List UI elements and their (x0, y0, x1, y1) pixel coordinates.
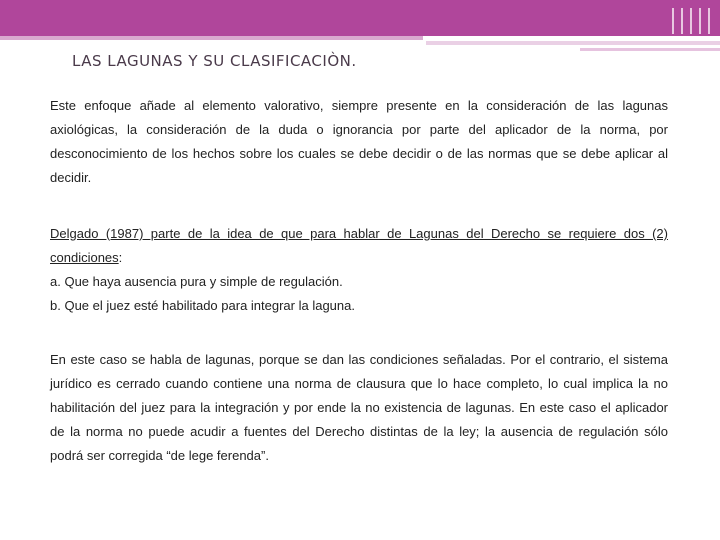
paragraph-2-colon: : (118, 250, 123, 265)
slide-title: LAS LAGUNAS Y SU CLASIFICACIÒN. (72, 52, 357, 70)
header-stripe (690, 8, 692, 34)
header-stripe (681, 8, 683, 34)
header-band (0, 0, 720, 36)
header-stripe (672, 8, 674, 34)
paragraph-3: En este caso se habla de lagunas, porque se dan las condiciones señaladas. Por el contrario, el sistema jurídico es cerrado cuando contiene una norma de clausura que lo hace completo, lo cual implica la no habilitación del juez para la integración y por ende la no existencia de lagunas. En este caso el aplicador de la norma no puede acudir a fuentes del Derecho distintas de la ley; la ausencia de regulación sólo podrá ser corregida “de lege ferenda”. (50, 352, 668, 463)
list-item-a: a. Que haya ausencia pura y simple de regulación. (50, 274, 343, 289)
header-rule (426, 41, 720, 45)
paragraph-2 (50, 222, 668, 318)
header-stripe (699, 8, 701, 34)
header-stripe (708, 8, 710, 34)
paragraph-2-underlined: Delgado (1987) parte de la idea de que para hablar de Lagunas del Derecho se requiere dos (2) condiciones (50, 226, 668, 265)
paragraph-1: Este enfoque añade al elemento valorativo, siempre presente en la consideración de las lagunas axiológicas, la consideración de la duda o ignorancia por parte del aplicador de la norma, por desconocimiento de los hechos sobre los cuales se debe decidir o de las normas que se debe aplicar al decidir. (50, 98, 668, 185)
list-item-b: b. Que el juez esté habilitado para integrar la laguna. (50, 298, 355, 313)
header-rule (580, 48, 720, 51)
header-rule (0, 36, 423, 40)
